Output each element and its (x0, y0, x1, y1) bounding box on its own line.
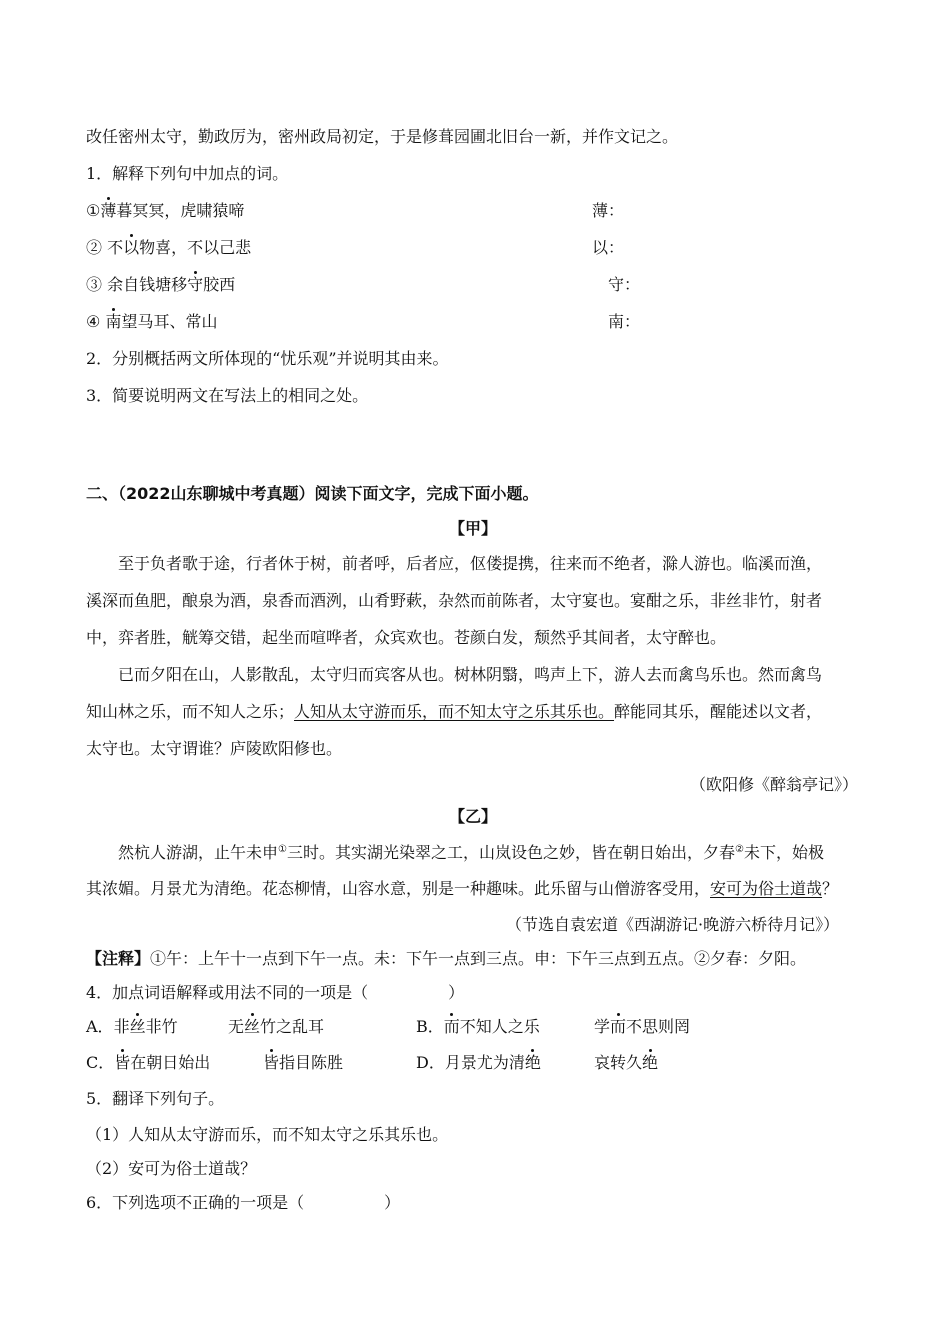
footnote-marker: ② (735, 844, 744, 855)
yi-line-1: 然杭人游湖，止午未申①三时。其实湖光染翠之工，山岚设色之妙，皆在朝日始出，夕春②未下，始极 (118, 843, 824, 862)
q1-answer-1: 薄： (592, 201, 625, 220)
jia-p2-line-3: 太守也。太守谓谁？庐陵欧阳修也。 (86, 739, 343, 758)
q1-item-4: ④ 南望马耳、常山 (86, 312, 218, 331)
intro-line: 改任密州太守，勤政厉为，密州政局初定，于是修葺园圃北旧台一新，并作文记之。 (86, 127, 679, 146)
q5-sentence-2: （2）安可为俗士道哉？ (86, 1159, 257, 1178)
q4-option-b: B．而不知人之乐 (416, 1017, 540, 1036)
q1-answer-3: 守： (608, 275, 641, 294)
section-2-heading: 二、（2022山东聊城中考真题）阅读下面文字，完成下面小题。 (86, 484, 539, 503)
jia-source: （欧阳修《醉翁亭记》） (690, 775, 859, 794)
jia-p2-line-1: 已而夕阳在山，人影散乱，太守归而宾客从也。树林阴翳，鸣声上下，游人去而禽鸟乐也。然而禽鸟 (118, 665, 823, 684)
jia-p1-line-3: 中，弈者胜，觥筹交错，起坐而喧哗者，众宾欢也。苍颜白发，颓然乎其间者，太守醉也。 (86, 628, 727, 647)
dotted-char: 守 (187, 275, 204, 294)
q4-option-b-compare: 学而不思则罔 (594, 1017, 691, 1036)
q1-item-2: ② 不以物喜，不以己悲 (86, 238, 252, 257)
q1-answer-4: 南： (608, 312, 641, 331)
q1-item-3: ③ 余自钱塘移守胶西 (86, 275, 236, 294)
yi-source: （节选自袁宏道《西湖游记·晚游六桥待月记》） (506, 915, 840, 934)
dotted-char: 以 (123, 238, 140, 257)
q5-sentence-1: （1）人知从太守游而乐，而不知太守之乐其乐也。 (86, 1125, 449, 1144)
jia-p2-line-2: 知山林之乐，而不知人之乐；人知从太守游而乐，而不知太守之乐其乐也。醉能同其乐，醒能述以文者， (86, 702, 823, 721)
question-2: 2．分别概括两文所体现的“忧乐观”并说明其由来。 (86, 349, 449, 368)
jia-title: 【甲】 (449, 519, 498, 538)
q4-option-a-compare: 无丝竹之乱耳 (228, 1017, 325, 1036)
underlined-sentence: 人知从太守游而乐，而不知太守之乐其乐也。 (294, 702, 615, 721)
question-1-stem: 1．解释下列句中加点的词。 (86, 164, 289, 183)
yi-line-2: 其浓媚。月景尤为清绝。花态柳情，山容水意，别是一种趣味。此乐留与山僧游客受用，安可为俗士道哉？ (86, 879, 839, 898)
q1-answer-2: 以： (592, 238, 625, 257)
question-3: 3．简要说明两文在写法上的相同之处。 (86, 386, 369, 405)
q4-option-c: C．皆在朝日始出 (86, 1053, 211, 1072)
q4-option-c-compare: 皆指目陈胜 (263, 1053, 344, 1072)
question-6-stem: 6．下列选项不正确的一项是（ ） (86, 1193, 401, 1212)
q4-option-d-compare: 哀转久绝 (594, 1053, 659, 1072)
q4-option-d: D．月景尤为清绝 (416, 1053, 541, 1072)
q4-option-a: A．非丝非竹 (86, 1017, 178, 1036)
jia-p1-line-2: 溪深而鱼肥，酿泉为酒，泉香而酒洌，山肴野蔌，杂然而前陈者，太守宴也。宴酣之乐，非丝非竹，射者 (86, 591, 823, 610)
footnote-marker: ① (278, 844, 287, 855)
dotted-char: 薄 (100, 201, 117, 220)
dotted-char: 南 (105, 312, 122, 331)
question-4-stem: 4．加点词语解释或用法不同的一项是（ ） (86, 983, 465, 1002)
underlined-sentence: 安可为俗士道哉 (710, 879, 823, 898)
question-5-stem: 5．翻译下列句子。 (86, 1089, 225, 1108)
jia-p1-line-1: 至于负者歌于途，行者休于树，前者呼，后者应，伛偻提携，往来而不绝者，滁人游也。临溪而渔， (118, 554, 823, 573)
yi-title: 【乙】 (449, 807, 498, 826)
q1-item-1: ①薄暮冥冥，虎啸猿啼 (86, 201, 245, 220)
annotation: 【注释】①午：上午十一点到下午一点。未：下午一点到三点。申：下午三点到五点。②夕春：夕阳。 (86, 949, 807, 968)
